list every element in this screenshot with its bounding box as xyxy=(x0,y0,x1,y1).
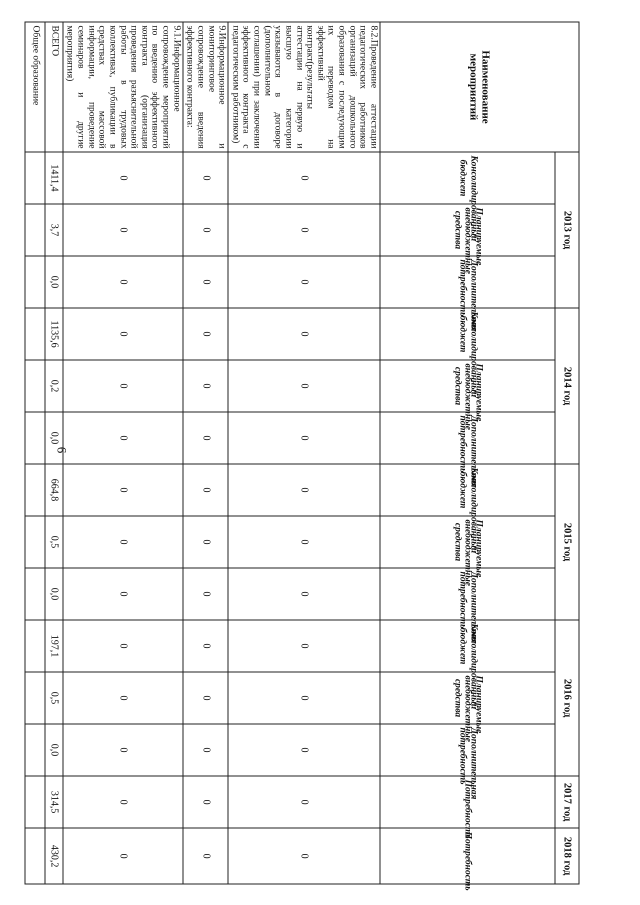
row-name: 9.1.Информационное сопровождение мероприятий по введению эффективного контракта (организация проведения разъяснительной работы в трудовых коллективах, публикации в средствах массовой информации, проведение семинаров и другие мероприятия) xyxy=(63,22,183,152)
table-cell: 0 xyxy=(183,568,229,620)
table-cell: 0 xyxy=(228,308,380,360)
subheader-additional-2016: Дополнительная потребность xyxy=(380,724,555,776)
subheader-consolidated-2013: Консолидированный бюджет xyxy=(380,152,555,204)
table-cell: 0 xyxy=(228,256,380,308)
year-header-2015: 2015 год xyxy=(555,464,579,620)
table-cell: 0 xyxy=(183,360,229,412)
table-cell: 0 xyxy=(228,152,380,204)
subheader-additional-2013: Дополнительная потребность xyxy=(380,256,555,308)
table-cell: 0 xyxy=(63,620,183,672)
table-cell xyxy=(25,620,45,672)
table-cell: 0,0 xyxy=(45,568,63,620)
table-cell xyxy=(25,776,45,828)
table-cell: 0,0 xyxy=(45,724,63,776)
table-cell: 0 xyxy=(63,516,183,568)
table-cell: 430,2 xyxy=(45,828,63,884)
table-row-total xyxy=(45,22,63,884)
table-row xyxy=(63,22,183,884)
table-cell: 0 xyxy=(183,308,229,360)
row-name-section: Общее образование xyxy=(25,22,45,152)
table-cell: 0 xyxy=(228,464,380,516)
table-cell: 0 xyxy=(63,204,183,256)
column-header-name: Наименование мероприятий xyxy=(380,22,579,152)
table-cell: 0 xyxy=(63,672,183,724)
table-cell: 197,1 xyxy=(45,620,63,672)
table-cell: 0 xyxy=(63,724,183,776)
subheader-planned-2015: Планируемые внебюджетные средства xyxy=(380,516,555,568)
table-cell xyxy=(25,308,45,360)
table-cell xyxy=(25,724,45,776)
table-row xyxy=(183,22,229,884)
table-cell: 664,8 xyxy=(45,464,63,516)
table-cell: 0 xyxy=(228,360,380,412)
table-cell: 0 xyxy=(63,308,183,360)
table-cell: 314,5 xyxy=(45,776,63,828)
table-cell: 0 xyxy=(228,776,380,828)
table-cell xyxy=(25,568,45,620)
subheader-need-2018: Потребность xyxy=(380,828,555,884)
table-cell xyxy=(25,204,45,256)
table-row xyxy=(228,22,380,884)
table-cell xyxy=(25,412,45,464)
table-cell: 0 xyxy=(183,412,229,464)
subheader-additional-2014: Дополнительная потребность xyxy=(380,412,555,464)
table-cell: 0,5 xyxy=(45,672,63,724)
table-cell: 0 xyxy=(228,620,380,672)
table-cell: 0 xyxy=(183,620,229,672)
year-header-2014: 2014 год xyxy=(555,308,579,464)
table-cell: 0 xyxy=(63,360,183,412)
funding-table-container xyxy=(30,21,580,891)
year-header-2018: 2018 год xyxy=(555,828,579,884)
table-cell xyxy=(25,516,45,568)
table-cell xyxy=(25,672,45,724)
row-name-total: ВСЕГО xyxy=(45,22,63,152)
subheader-planned-2013: Планируемые внебюджетные средства xyxy=(380,204,555,256)
table-cell: 0 xyxy=(63,256,183,308)
year-header-2013: 2013 год xyxy=(555,152,579,308)
table-cell: 0 xyxy=(228,204,380,256)
row-name: 9.Информационное и мониторинговое сопровождение введения эффективного контракта: xyxy=(183,22,229,152)
table-cell: 0 xyxy=(228,412,380,464)
table-cell: 0,0 xyxy=(45,256,63,308)
subheader-need-2017: Потребность xyxy=(380,776,555,828)
table-cell: 0 xyxy=(63,568,183,620)
page-number: 6 xyxy=(54,446,70,454)
table-cell: 0 xyxy=(183,516,229,568)
year-header-2017: 2017 год xyxy=(555,776,579,828)
year-header-2016: 2016 год xyxy=(555,620,579,776)
table-cell xyxy=(25,464,45,516)
table-cell: 0,0 xyxy=(45,412,63,464)
table-cell: 0,2 xyxy=(45,360,63,412)
table-cell xyxy=(25,360,45,412)
table-cell: 3,7 xyxy=(45,204,63,256)
subheader-consolidated-2015: Консолидированный бюджет xyxy=(380,464,555,516)
table-cell: 0 xyxy=(63,412,183,464)
table-cell: 0 xyxy=(228,672,380,724)
table-cell: 0 xyxy=(228,828,380,884)
table-cell xyxy=(25,256,45,308)
table-cell: 0 xyxy=(183,204,229,256)
table-cell: 0 xyxy=(63,464,183,516)
table-cell: 0 xyxy=(228,568,380,620)
table-cell: 0 xyxy=(63,152,183,204)
subheader-consolidated-2016: Консолидированный бюджет xyxy=(380,620,555,672)
subheader-planned-2016: Планируемые внебюджетные средства xyxy=(380,672,555,724)
table-cell: 0 xyxy=(228,724,380,776)
table-cell: 1135,6 xyxy=(45,308,63,360)
subheader-consolidated-2014: Консолидированный бюджет xyxy=(380,308,555,360)
subheader-planned-2014: Планируемые внебюджетные средства xyxy=(380,360,555,412)
table-cell: 0 xyxy=(228,516,380,568)
funding-table xyxy=(24,21,579,891)
table-cell: 0 xyxy=(183,776,229,828)
table-cell: 0,5 xyxy=(45,516,63,568)
table-cell: 0 xyxy=(183,828,229,884)
table-cell: 0 xyxy=(63,828,183,884)
table-cell: 0 xyxy=(183,672,229,724)
table-cell xyxy=(25,828,45,884)
table-cell: 0 xyxy=(183,464,229,516)
table-cell: 1411,4 xyxy=(45,152,63,204)
table-cell: 0 xyxy=(183,152,229,204)
row-name: 8.2.Проведение аттестации педагогических работников организаций дошкольного образования с последующим их переводом на эффективный контракт(результаты аттестации на первую и высшую категории указываются в договоре (дополнительном соглашении) при заключении эффективного контракта с педагогическим работником) xyxy=(228,22,380,152)
table-cell: 0 xyxy=(63,776,183,828)
table-cell: 0 xyxy=(183,724,229,776)
table-cell: 0 xyxy=(183,256,229,308)
table-cell xyxy=(25,152,45,204)
table-row-section xyxy=(25,22,45,884)
subheader-additional-2015: Дополнительная потребность xyxy=(380,568,555,620)
